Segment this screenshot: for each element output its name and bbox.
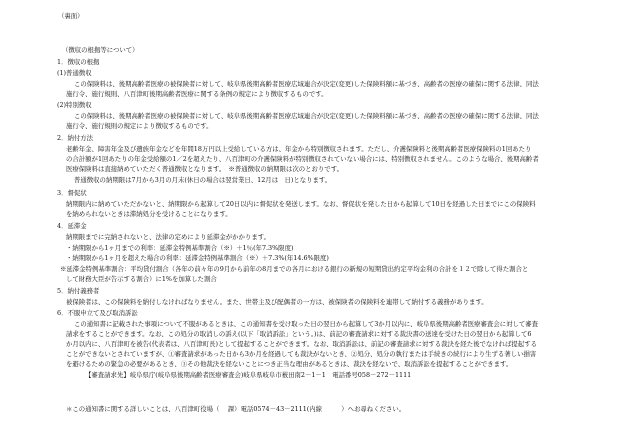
late-fee-note: ※延滞金特例基準割合：平均貸付割合（各年の前々年の9月から前年の8月までの各月における銀行の新規の短期貸出約定平均金利の合計を１２で除して得た割合と bbox=[60, 265, 529, 273]
payment-deadline-text: 普通徴収の納期限は7月から3月の月末(休日の場合は翌営業日、12月は 日)となります。 bbox=[74, 176, 332, 184]
appeal-contact: 【審査請求先】岐阜県庁(岐阜県後期高齢者医療審査会)岐阜県岐阜市薮田南2－1－1 電話番号058－272－1111 bbox=[85, 371, 412, 379]
payer-obligation-text: 被保険者は、この保険料を納付しなければなりません。また、世帯主及び配偶者の一方は、被保険者の保険料を連帯して納付する義務があります。 bbox=[66, 298, 488, 306]
page-side-label: （裏面） bbox=[58, 12, 84, 20]
payment-method-text: 医療保険料は直接納めていただく普通徴収となります。 ※普通徴収の納期限は次のとおりです。 bbox=[66, 165, 343, 173]
ordinary-collection-text: この保険料は、後期高齢者医療の被保険者に対して、岐阜県後期高齢者医療広域連合が決定(変更)した保険料額に基づき、高齢者の医療の確保に関する法律、同法 bbox=[74, 80, 539, 88]
late-fee-text: 納期限までに完納されないと、法律の定めにより延滞金がかかります。 bbox=[66, 233, 270, 241]
section-4-title: 4．延滞金 bbox=[57, 222, 87, 230]
ordinary-collection-text: 施行令、施行規則、八百津町後期高齢者医療に関する条例の規定により徴収するものです。 bbox=[66, 90, 328, 98]
payment-method-text: の合計額が1回あたりの年金受給額の1／2を超えたり、八百津町の介護保険料が特別徴収されていない場合には、特別徴収されません。このような場合、後期高齢者 bbox=[66, 155, 539, 163]
inquiry-footer: ＊この通知書に関する詳しいことは、八百津町役場（ 課）電話0574－43－2111(内線 ）へお尋ねください。 bbox=[66, 405, 406, 413]
reminder-text: 納期限内に納めていただかないと、納期限から起算して20日以内に督促状を発送します。なお、督促状を発した日から起算して10日を経過した日までにこの保険料 bbox=[66, 200, 536, 208]
appeal-text: を避けるための緊急の必要があるとき、③その他裁決を経ないことにつき正当な理由があるときは、裁決を経ないで、取消訴訟を提起することができます。 bbox=[66, 360, 513, 368]
special-collection-text: 施行令、施行規則の規定により徴収するものです。 bbox=[66, 122, 213, 130]
appeal-text: この通知書に記載された事項について不服があるときは、この通知書を受け取った日の翌日から起算して3か月以内に、岐阜県後期高齢者医療審査会に対して審査 bbox=[74, 320, 539, 328]
section-6-title: 6．不服申立て及び取消訴訟 bbox=[57, 309, 138, 317]
appeal-text: か月以内に、八百津町を被告(代表者は、八百津町長)として提起することができます。なお、取消訴訟は、前記の審査請求に対する裁決を経た後でなければ提起する bbox=[66, 340, 537, 348]
section-heading: （徴収の根拠等について） bbox=[62, 46, 139, 54]
section-1-title: 1．徴収の根拠 bbox=[57, 58, 100, 66]
section-5-title: 5．納付義務者 bbox=[57, 287, 100, 295]
late-fee-note: して財務大臣が告示する割合）に1%を加算した割合 bbox=[66, 275, 217, 283]
reminder-text: を納められないときは滞納処分を受けることになります。 bbox=[66, 210, 232, 218]
ordinary-collection-title: (1)普通徴収 bbox=[57, 69, 92, 77]
appeal-text: 請求をすることができます。なお、この処分の取消しの訴え(以下「取消訴訟」という。)は、前記の審査請求に対する裁決書の送達を受けた日の翌日から起算して6 bbox=[66, 330, 532, 338]
appeal-text: ことができないとされていますが、①審査請求があった日から3か月を経過しても裁決がないとき、②処分、処分の執行または手続きの続行により生ずる著しい損害 bbox=[66, 350, 537, 358]
late-fee-rate: ・納期限から1ヶ月を超えた場合の利率：延滞金特例基準割合（※）＋7.3%(年14.6%限度) bbox=[66, 254, 329, 262]
special-collection-title: (2)特別徴収 bbox=[57, 101, 92, 109]
section-2-title: 2．納付方法 bbox=[57, 134, 94, 142]
payment-method-text: 老齢年金、障害年金及び遺族年金などを年間18万円以上受給している方は、年金から特別徴収されます。ただし、介護保険料と後期高齢者医療保険料の1回あたり bbox=[66, 145, 532, 153]
special-collection-text: この保険料は、後期高齢者医療の被保険者に対して、岐阜県後期高齢者医療広域連合が決定(変更)した保険料額に基づき、高齢者の医療の確保に関する法律、同法 bbox=[74, 112, 539, 120]
section-3-title: 3．督促状 bbox=[57, 189, 87, 197]
late-fee-rate: ・納期限から1ヶ月までの利率：延滞金特例基準割合（※）＋1％(年7.3%限度) bbox=[66, 244, 294, 252]
